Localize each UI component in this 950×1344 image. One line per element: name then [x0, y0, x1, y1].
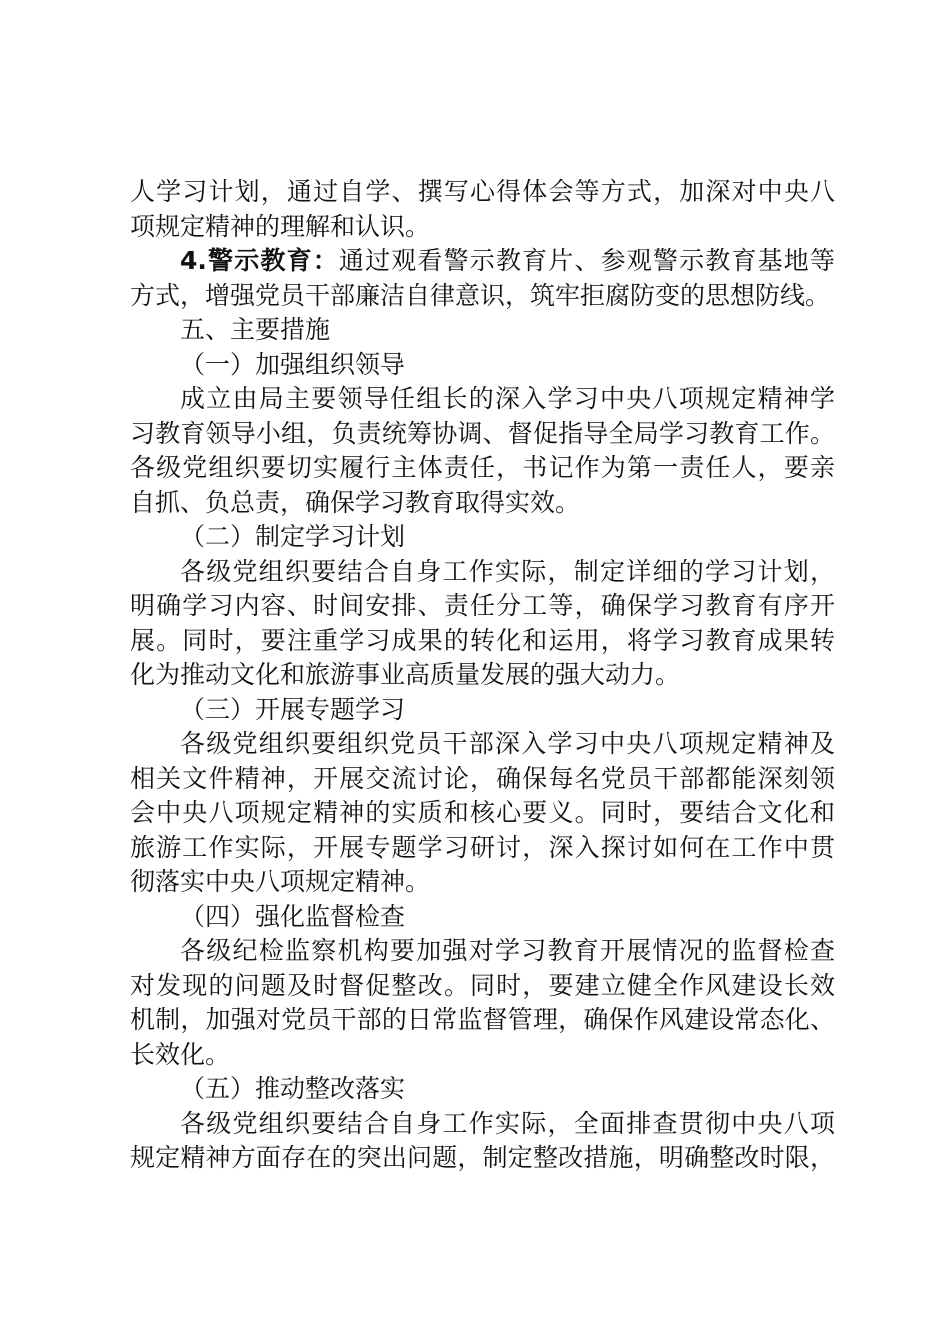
paragraph-line: 各级党组织要切实履行主体责任，书记作为第一责任人，要亲 [130, 453, 835, 482]
paragraph-line: 方式，增强党员干部廉洁自律意识，筑牢拒腐防变的思想防线。 [130, 280, 831, 310]
item-4-label: 4.警示教育： [180, 246, 339, 275]
paragraph-line: 长效化。 [130, 1039, 231, 1069]
paragraph-line: 项规定精神的理解和认识。 [130, 211, 431, 241]
document-body [130, 175, 835, 1176]
paragraph-line: 自抓、负总责，确保学习教育取得实效。 [130, 487, 581, 517]
paragraph-line: 对发现的问题及时督促整改。同时，要建立健全作风建设长效 [130, 970, 835, 1000]
paragraph-line: 机制，加强对党员干部的日常监督管理，确保作风建设常态化、 [130, 1005, 835, 1034]
paragraph-line: 明确学习内容、时间安排、责任分工等，确保学习教育有序开 [130, 591, 835, 620]
paragraph-line: 人学习计划，通过自学、撰写心得体会等方式，加深对中央八 [130, 177, 835, 206]
paragraph-line: 习教育领导小组，负责统筹协调、督促指导全局学习教育工作。 [130, 418, 835, 448]
subsection-heading: （五）推动整改落实 [180, 1074, 406, 1103]
paragraph-line: 规定精神方面存在的突出问题，制定整改措施，明确整改时限， [130, 1143, 835, 1172]
paragraph-line: 旅游工作实际，开展专题学习研讨，深入探讨如何在工作中贯 [130, 832, 835, 862]
paragraph-line: 各级党组织要组织党员干部深入学习中央八项规定精神及 [180, 729, 835, 758]
subsection-heading: （二）制定学习计划 [180, 522, 406, 551]
section-heading: 五、主要措施 [180, 315, 331, 344]
subsection-heading: （三）开展专题学习 [180, 694, 406, 724]
paragraph-line: 成立由局主要领导任组长的深入学习中央八项规定精神学 [180, 384, 835, 413]
paragraph-line: 展。同时，要注重学习成果的转化和运用，将学习教育成果转 [130, 625, 835, 655]
paragraph-line: 各级党组织要结合自身工作实际，全面排查贯彻中央八项 [180, 1108, 835, 1138]
paragraph-line: 各级纪检监察机构要加强对学习教育开展情况的监督检查 [180, 936, 835, 965]
paragraph-line: 化为推动文化和旅游事业高质量发展的强大动力。 [130, 660, 681, 689]
paragraph-line: 相关文件精神，开展交流讨论，确保每名党员干部都能深刻领 [130, 763, 835, 793]
subsection-heading: （一）加强组织领导 [180, 349, 406, 379]
paragraph-line: 各级党组织要结合自身工作实际，制定详细的学习计划， [180, 556, 835, 586]
item-4-text: 通过观看警示教育片、参观警示教育基地等 [338, 246, 835, 275]
subsection-heading: （四）强化监督检查 [180, 901, 406, 931]
paragraph-line: 会中央八项规定精神的实质和核心要义。同时，要结合文化和 [130, 798, 835, 827]
item-4-line [130, 244, 835, 279]
paragraph-line: 彻落实中央八项规定精神。 [130, 867, 431, 896]
